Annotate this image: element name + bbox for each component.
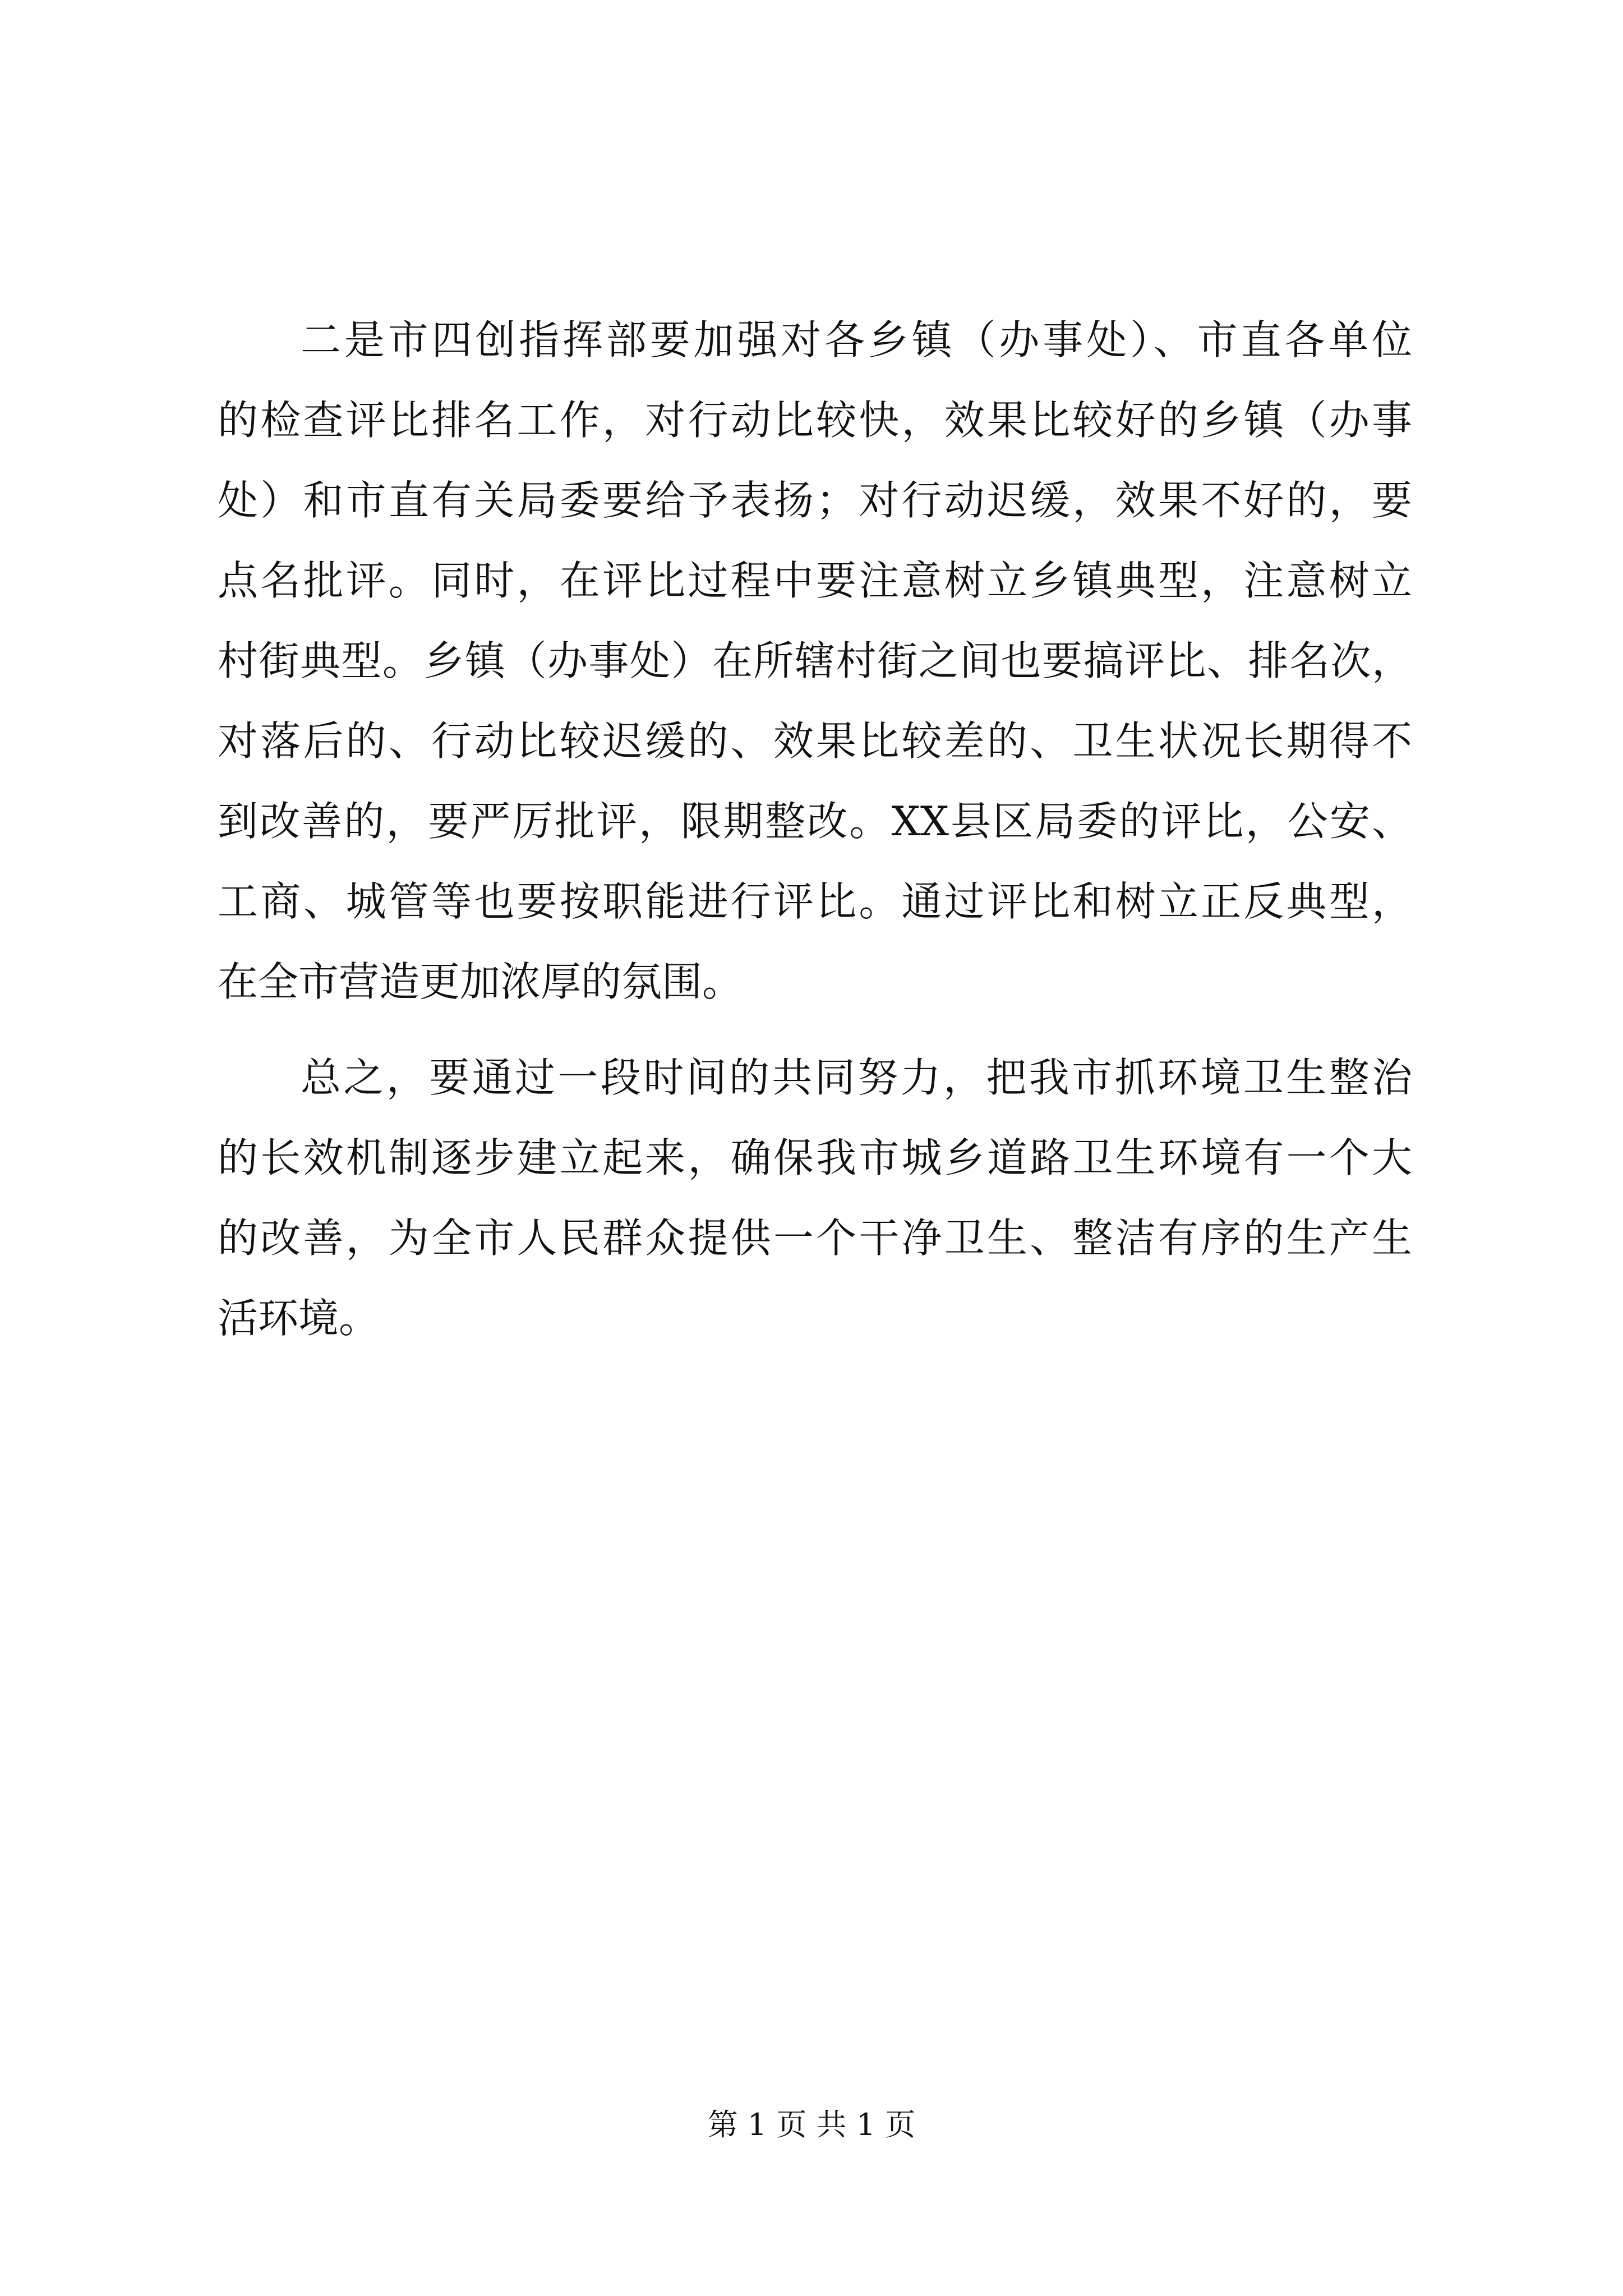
page-number-footer: 第 1 页 共 1 页 bbox=[707, 2107, 916, 2142]
paragraph-line: 到改善的，要严厉批评，限期整改。XX县区局委的评比，公安、 bbox=[218, 798, 1412, 845]
paragraph-line: 的长效机制逐步建立起来，确保我市城乡道路卫生环境有一个大 bbox=[218, 1134, 1412, 1181]
document-body bbox=[218, 300, 1412, 1359]
paragraph-line: 点名批评。同时，在评比过程中要注意树立乡镇典型，注意树立 bbox=[218, 557, 1412, 604]
paragraph-line: 工商、城管等也要按职能进行评比。通过评比和树立正反典型， bbox=[218, 878, 1412, 925]
paragraph-1 bbox=[218, 300, 1412, 1022]
paragraph-line: 二是市四创指挥部要加强对各乡镇（办事处）、市直各单位 bbox=[301, 316, 1412, 364]
paragraph-line: 总之，要通过一段时间的共同努力，把我市抓环境卫生整治 bbox=[301, 1054, 1412, 1101]
paragraph-line: 在全市营造更加浓厚的氛围。 bbox=[218, 958, 743, 1005]
paragraph-2 bbox=[218, 1038, 1412, 1359]
paragraph-spacer bbox=[218, 1022, 1412, 1038]
paragraph-line: 的改善，为全市人民群众提供一个干净卫生、整洁有序的生产生 bbox=[218, 1214, 1412, 1262]
paragraph-line: 的检查评比排名工作，对行动比较快，效果比较好的乡镇（办事 bbox=[218, 397, 1412, 444]
paragraph-line: 村街典型。乡镇（办事处）在所辖村街之间也要搞评比、排名次， bbox=[218, 637, 1412, 684]
paragraph-line: 活环境。 bbox=[218, 1295, 380, 1342]
paragraph-line: 对落后的、行动比较迟缓的、效果比较差的、卫生状况长期得不 bbox=[218, 717, 1412, 765]
paragraph-line: 处）和市直有关局委要给予表扬；对行动迟缓，效果不好的，要 bbox=[218, 477, 1412, 524]
